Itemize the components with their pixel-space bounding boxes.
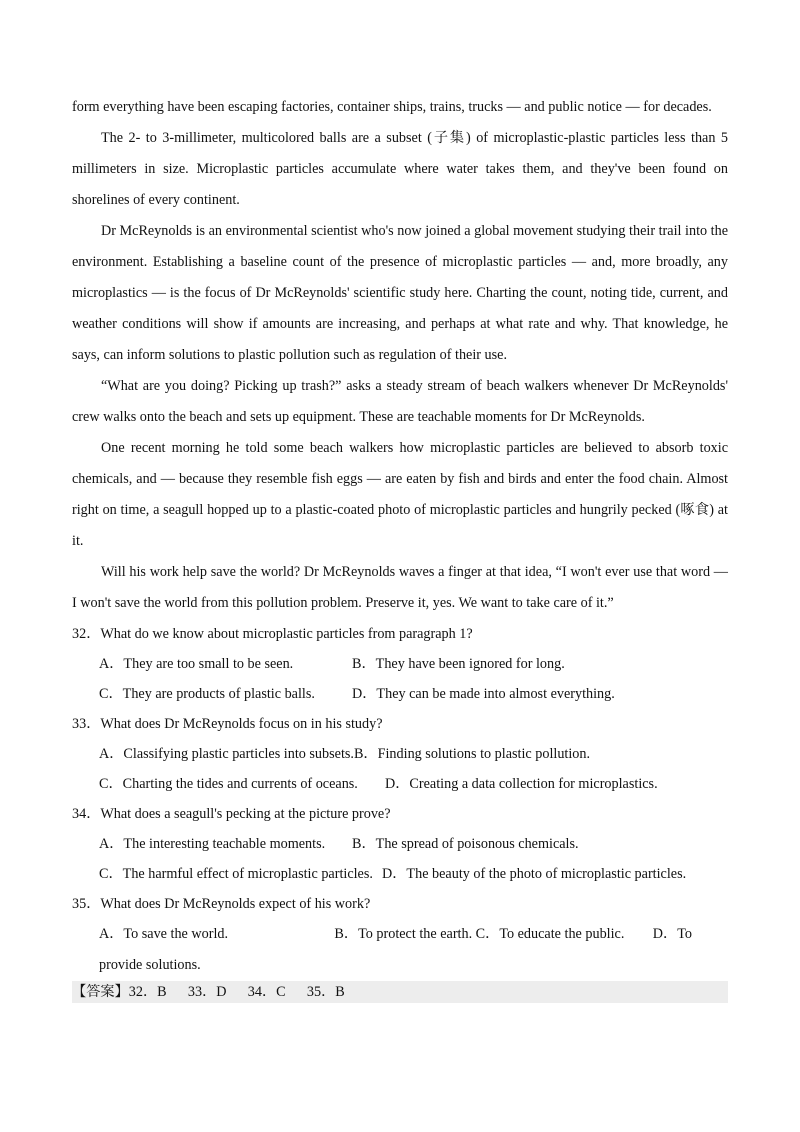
passage-paragraph-1: The 2- to 3-millimeter, multicolored balls are a subset (子集) of microplastic-plastic particles less than 5 millimeters in size. Microplastic particles accumulate where water takes them, and they've been found on shorelines of every continent. xyxy=(72,130,728,208)
option-b: B．The spread of poisonous chemicals. xyxy=(352,836,579,852)
question-35 xyxy=(72,889,728,981)
option-d: D．Creating a data collection for microplastics. xyxy=(385,776,658,792)
question-stem: 34．What does a seagull's pecking at the picture prove? xyxy=(72,806,391,822)
option-a: A．They are too small to be seen. xyxy=(99,656,294,672)
passage-paragraph-3: “What are you doing? Picking up trash?” asks a steady stream of beach walkers whenever Dr McReynolds' crew walks onto the beach and sets up equipment. These are teachable moments for Dr McReynolds. xyxy=(72,378,728,425)
question-33 xyxy=(72,709,728,799)
option-c: C．Charting the tides and currents of oceans. xyxy=(99,776,358,792)
passage-paragraph-0: form everything have been escaping factories, container ships, trains, trucks — and public notice — for decades. xyxy=(72,99,712,115)
question-34 xyxy=(72,799,728,889)
answer-key xyxy=(72,981,728,1003)
option-b: B．They have been ignored for long. xyxy=(352,656,565,672)
passage-paragraph-5: Will his work help save the world? Dr McReynolds waves a finger at that idea, “I won't ever use that word — I won't save the world from this pollution problem. Preserve it, yes. We want to take care of it.” xyxy=(72,564,728,611)
option-c: C．They are products of plastic balls. xyxy=(99,686,315,702)
option-a: A．Classifying plastic particles into subsets. xyxy=(99,746,354,762)
question-stem: 35．What does Dr McReynolds expect of his work? xyxy=(72,896,371,912)
option-d: D．They can be made into almost everything. xyxy=(352,686,615,702)
option-d: D．The beauty of the photo of microplastic particles. xyxy=(382,866,687,882)
option-a: A．The interesting teachable moments. xyxy=(99,836,326,852)
question-35-options: A．To save the world. B．To protect the earth. C．To educate the public. D．To provide solutions. xyxy=(99,926,696,973)
passage-paragraph-2: Dr McReynolds is an environmental scientist who's now joined a global movement studying their trail into the environment. Establishing a baseline count of the presence of microplastic particles — and, more broadly, any microplastics — is the focus of Dr McReynolds' scientific study here. Charting the count, noting tide, current, and weather conditions will show if amounts are increasing, and perhaps at what rate and why. That knowledge, he says, can inform solutions to plastic pollution such as regulation of their use. xyxy=(72,223,728,363)
document-page xyxy=(72,92,728,1003)
question-stem: 32．What do we know about microplastic particles from paragraph 1? xyxy=(72,626,473,642)
passage-paragraph-4: One recent morning he told some beach walkers how microplastic particles are believed to absorb toxic chemicals, and — because they resemble fish eggs — are eaten by fish and birds and enter the food chain. Almost right on time, a seagull hopped up to a plastic-coated photo of microplastic particles and hungrily pecked (啄食) at it. xyxy=(72,440,728,549)
option-c: C．The harmful effect of microplastic particles. xyxy=(99,866,373,882)
answer-text: 32．B 33．D 34．C 35．B xyxy=(128,984,345,1000)
question-32 xyxy=(72,619,728,709)
question-stem: 33．What does Dr McReynolds focus on in his study? xyxy=(72,716,383,732)
option-b: B．Finding solutions to plastic pollution. xyxy=(353,746,591,762)
answer-label: 【答案】 xyxy=(72,984,129,1000)
